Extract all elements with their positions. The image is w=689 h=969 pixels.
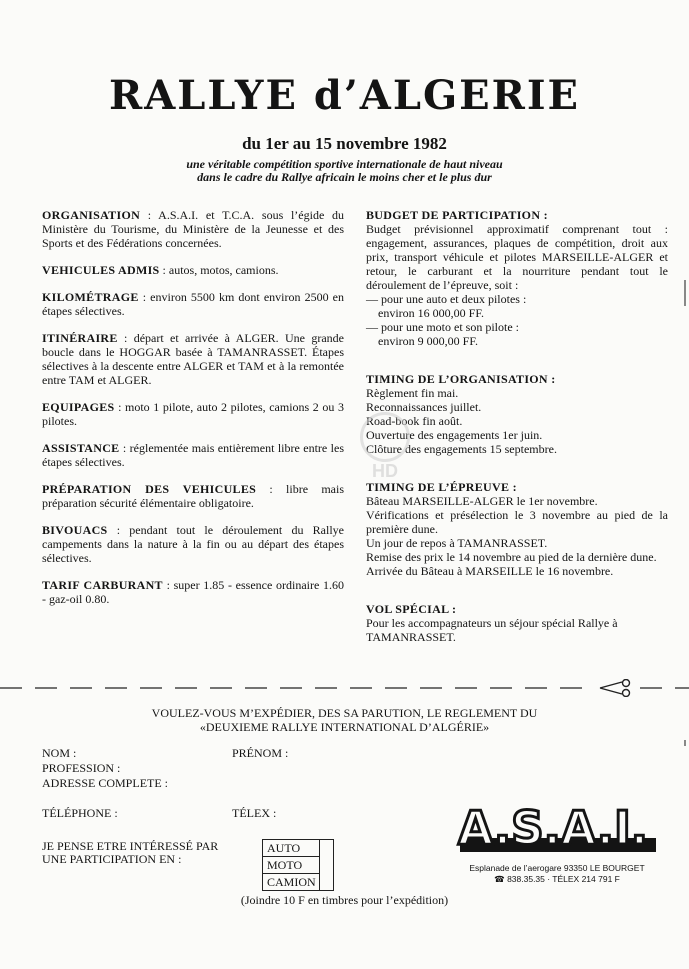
tagline [0,158,689,184]
section-organisation [42,208,344,250]
option-auto-checkbox[interactable]: AUTO [263,840,320,857]
form-row-contact [42,806,442,821]
timing-line: Remise des prix le 14 novembre au pied de la dernière dune. [366,550,657,564]
form-row-profession [42,761,442,776]
section-body: Budget prévisionnel approximatif comprenant tout : engagement, assurances, plaques de compétition, droit aux prix, transport véhicule et pilotes MARSEILLE-ALGER et retour, le carburant et la nourriture pendant tout le déroulement de l’épreuve, soit : [366,222,668,292]
tagline-line-2: dans le cadre du Rallye africain le moins cher et le plus dur [197,170,492,184]
section-itineraire [42,331,344,387]
section-body: : super 1.85 - essence ordinaire 1.60 - gaz-oil 0.80. [42,578,345,606]
event-dates: du 1er au 15 novembre 1982 [242,134,447,153]
section-heading: PRÉPARATION DES VEHICULES [42,482,257,496]
section-kilometrage [42,290,344,318]
interest-label [42,840,252,866]
budget-item-moto: — pour une moto et son pilote : [366,320,519,334]
section-heading: ASSISTANCE [42,441,120,455]
address-line: Esplanade de l’aerogare 93350 LE BOURGET [469,863,645,873]
stamp-note: (Joindre 10 F en timbres pour l’expédition) [240,893,449,907]
coupon-form [42,746,442,821]
section-body: : pendant tout le déroulement du Rallye campements dans la nature à la fin ou au départ des étapes sélectives. [42,523,344,565]
asai-logo [450,796,660,858]
logo-text: A.S.A.I. [458,801,648,855]
timing-line: Ouverture des engagements 1er juin. [366,428,543,442]
timing-line: Bâteau MARSEILLE-ALGER le 1er novembre. [366,494,598,508]
prenom-field[interactable]: PRÉNOM : [232,746,289,760]
section-vehicules [42,263,344,277]
section-heading: VOL SPÉCIAL : [366,602,457,616]
interest-line-1: JE PENSE ETRE INTÉRESSÉ PAR [42,839,219,853]
section-heading: ORGANISATION [42,208,141,222]
organizer-address [442,863,672,885]
option-camion-checkbox[interactable]: CAMION [263,874,320,890]
coupon-intro-line-2: «DEUXIEME RALLYE INTERNATIONAL D’ALGÉRIE» [199,720,490,734]
section-body: : départ et arrivée à ALGER. Une grande boucle dans le HOGGAR basée à TAMANRASSET. Étapes sélectives à la descente entre ALGER et TAM et à la remontée entre TAM et ALGER. [42,331,344,387]
left-column [42,208,344,619]
section-body: Pour les accompagnateurs un séjour spécial Rallye à TAMANRASSET. [366,616,618,644]
timing-line: Un jour de repos à TAMANRASSET. [366,536,548,550]
interest-line-2: UNE PARTICIPATION EN : [42,852,182,866]
section-heading: TARIF CARBURANT [42,578,163,592]
telex-field[interactable]: TÉLEX : [232,806,277,820]
scan-mark [684,740,686,746]
section-body: : environ 5500 km dont environ 2500 en étapes sélectives. [42,290,344,318]
section-carburant [42,578,344,606]
coupon-intro-line-1: VOULEZ-VOUS M’EXPÉDIER, DES SA PARUTION, LE REGLEMENT DU [151,706,538,720]
timing-line: Reconnaissances juillet. [366,400,482,414]
section-preparation [42,482,344,510]
tagline-line-1: une véritable compétition sportive internationale de haut niveau [186,157,503,171]
section-heading: TIMING DE L’ÉPREUVE : [366,480,517,494]
section-body: : moto 1 pilote, auto 2 pilotes, camions 2 ou 3 pilotes. [42,400,344,428]
timing-line: Arrivée du Bâteau à MARSEILLE le 16 novembre. [366,564,614,578]
section-bivouacs [42,523,344,565]
watermark-ring-icon [360,412,410,462]
section-body: : réglementée mais entièrement libre entre les étapes sélectives. [42,441,344,469]
section-vol-special [366,602,668,644]
section-timing-epreuve [366,480,668,578]
nom-field[interactable]: NOM : [42,746,77,760]
section-assistance [42,441,344,469]
watermark-text: HD [372,461,398,481]
dashed-cut-line [0,684,689,692]
scan-mark [684,280,686,306]
timing-line: Road-book fin août. [366,414,463,428]
section-heading: TIMING DE L’ORGANISATION : [366,372,556,386]
timing-line: Vérifications et présélection le 3 novembre au pied de la première dune. [366,508,668,536]
section-heading: KILOMÉTRAGE [42,290,139,304]
form-row-adresse [42,776,442,791]
telephone-field[interactable]: TÉLÉPHONE : [42,806,118,820]
adresse-field[interactable]: ADRESSE COMPLETE : [42,776,169,790]
section-body: : libre mais préparation sécurité élémentaire obligatoire. [42,482,344,510]
section-heading: ITINÉRAIRE [42,331,118,345]
section-heading: BIVOUACS [42,523,108,537]
contact-line: ☎ 838.35.35 · TÉLEX 214 791 F [494,874,620,884]
watermark-logo [355,412,415,481]
option-moto-checkbox[interactable]: MOTO [263,857,320,874]
budget-item-auto: — pour une auto et deux pilotes : [366,292,527,306]
scissors-icon [598,679,634,697]
form-row-name [42,746,442,761]
timing-line: Clôture des engagements 15 septembre. [366,442,557,456]
section-budget [366,208,668,348]
budget-value-auto: environ 16 000,00 FF. [378,306,485,320]
coupon-intro [0,706,689,734]
section-body: : A.S.A.I. et T.C.A. sous l’égide du Ministère du Tourisme, du Ministère de la Jeunesse et des Sports et des Fédérations concernées. [42,208,344,250]
section-heading: EQUIPAGES [42,400,115,414]
page-title: RALLYE d’ALGERIE [108,72,581,119]
participation-options [262,839,334,891]
section-equipages [42,400,344,428]
section-heading: BUDGET DE PARTICIPATION : [366,208,548,222]
section-heading: VEHICULES ADMIS [42,263,160,277]
profession-field[interactable]: PROFESSION : [42,761,121,775]
section-body: : autos, motos, camions. [159,263,279,277]
timing-line: Règlement fin mai. [366,386,459,400]
budget-value-moto: environ 9 000,00 FF. [378,334,479,348]
